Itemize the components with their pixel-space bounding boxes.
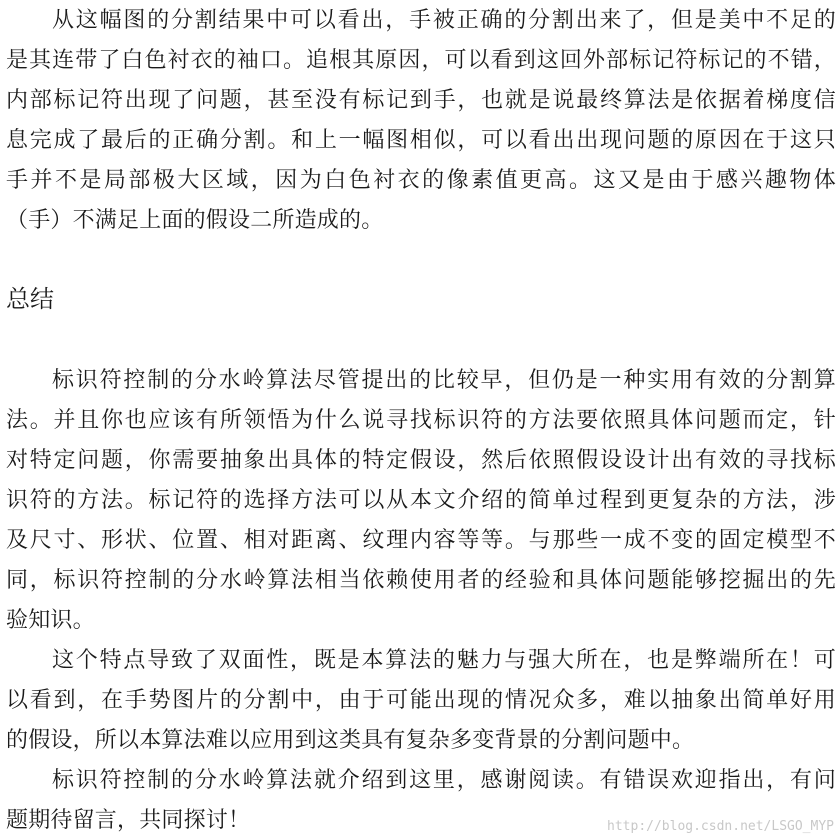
- paragraph-line: 的假设，所以本算法难以应用到这类具有复杂多变背景的分割问题中。: [6, 728, 695, 753]
- paragraph-line: 标识符控制的分水岭算法尽管提出的比较早，但仍是一种实用有效的分割算: [52, 368, 836, 393]
- paragraph-line: 对特定问题，你需要抽象出具体的特定假设，然后依照假设设计出有效的寻找标: [6, 448, 836, 473]
- paragraph-line: 息完成了最后的正确分割。和上一幅图相似，可以看出出现问题的原因在于这只: [6, 128, 836, 153]
- paragraph-line: 这个特点导致了双面性，既是本算法的魅力与强大所在，也是弊端所在！可: [52, 648, 836, 673]
- paragraph-line: 验知识。: [6, 608, 95, 633]
- blog-watermark: http://blog.csdn.net/LSGO_MYP: [607, 819, 834, 834]
- paragraph-line: 识符的方法。标记符的选择方法可以从本文介绍的简单过程到更复杂的方法，涉: [6, 488, 836, 513]
- paragraph-line: 法。并且你也应该有所领悟为什么说寻找标识符的方法要依照具体问题而定，针: [6, 408, 836, 433]
- paragraph-line: （手）不满足上面的假设二所造成的。: [6, 208, 384, 233]
- section-heading: 总结: [6, 285, 54, 313]
- paragraph-line: 标识符控制的分水岭算法就介绍到这里，感谢阅读。有错误欢迎指出，有问: [52, 768, 836, 793]
- paragraph-line: 题期待留言，共同探讨！: [6, 808, 251, 833]
- paragraph-line: 及尺寸、形状、位置、相对距离、纹理内容等等。与那些一成不变的固定模型不: [6, 528, 836, 553]
- paragraph-line: 是其连带了白色衬衣的袖口。追根其原因，可以看到这回外部标记符标记的不错，: [6, 48, 836, 73]
- paragraph-line: 以看到，在手势图片的分割中，由于可能出现的情况众多，难以抽象出简单好用: [6, 688, 836, 713]
- paragraph-line: 同，标识符控制的分水岭算法相当依赖使用者的经验和具体问题能够挖掘出的先: [6, 568, 836, 593]
- paragraph-line: 从这幅图的分割结果中可以看出，手被正确的分割出来了，但是美中不足的: [52, 8, 836, 33]
- paragraph-line: 手并不是局部极大区域，因为白色衬衣的像素值更高。这又是由于感兴趣物体: [6, 168, 836, 193]
- paragraph-line: 内部标记符出现了问题，甚至没有标记到手，也就是说最终算法是依据着梯度信: [6, 88, 836, 113]
